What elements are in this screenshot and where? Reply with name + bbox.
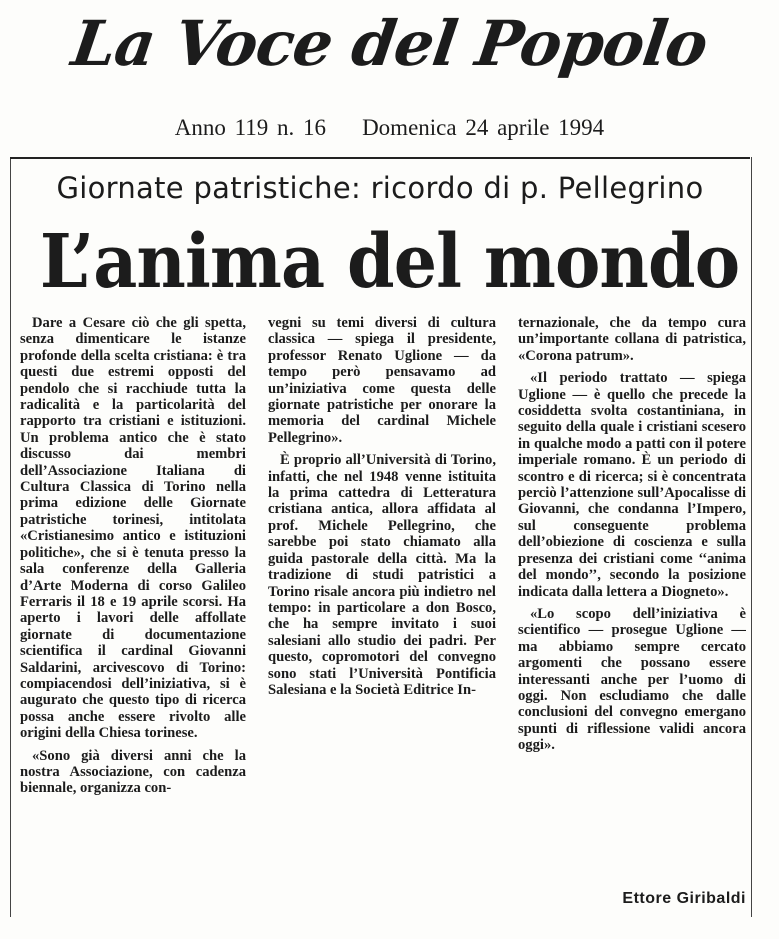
- paragraph: «Sono già diversi anni che la nostra Associazione, con cadenza biennale, organizza con-: [20, 747, 246, 797]
- masthead-title: La Voce del Popolo: [67, 7, 712, 80]
- top-rule: [10, 157, 750, 159]
- article-headline: L’anima del mondo: [39, 219, 740, 305]
- article-column-1: [20, 315, 246, 910]
- paragraph: «Lo scopo dell’iniziativa è scientifico — prosegue Uglione — ma abbiamo sempre cercato argomenti che possano essere interessanti anche per l’uomo di oggi. Non escludiamo che dalle conclusioni del convegno emergano spunti di riflessione validi ancora oggi».: [518, 605, 746, 754]
- article-column-3: [518, 315, 746, 910]
- byline: Ettore Giribaldi: [622, 890, 746, 907]
- paragraph: ternazionale, che da tempo cura un’importante collana di patristica, «Corona patrum».: [518, 315, 746, 364]
- paragraph: vegni su temi diversi di cultura classica — spiega il presidente, professor Renato Uglione — da tempo però pensavamo ad un’iniziativa come questa delle giornate patristiche per onorare la memoria del cardinal Michele Pellegrino».: [268, 315, 496, 446]
- article-column-2: [268, 315, 496, 910]
- article-kicker: Giornate patristiche: ricordo di p. Pellegrino: [56, 171, 704, 205]
- paragraph: «Il periodo trattato — spiega Uglione — è quello che precede la cosiddetta svolta costantiniana, in seguito della quale i cristiani scesero in qualche modo a patti con il potere imperiale romano. È un periodo di scontro e di ricerca; si è concentrata perciò l’attenzione sull’Apocalisse di Giovanni, che condanna l’Impero, sul conseguente problema dell’obiezione di coscienza e sulla presenza dei cristiani come ‘‘anima del mondo’’, secondo la posizione indicata dalla lettera a Diogneto».: [518, 370, 746, 600]
- paragraph: Dare a Cesare ciò che gli spetta, senza dimenticare le istanze profonde della scelta cristiana: è tra questi due estremi opposti del pendolo che si racchiude tutta la radicalità e la particolarità del rapporto tra cristiani e istituzioni. Un problema antico che è stato discusso dai membri dell’Associazione Italiana di Cultura Classica di Torino nella prima edizione delle Giornate patristiche torinesi, intitolata «Cristianesimo antico e istituzioni politiche», che si è tenuta presso la sala conferenze della Galleria d’Arte Moderna di corso Galileo Ferraris il 18 e 19 aprile scorsi. Ha aperto i lavori delle affollate giornate di documentazione scientifica il cardinal Giovanni Saldarini, arcivescovo di Torino: compiacendosi dell’iniziativa, si è augurato che questo tipo di ricerca possa anche essere rivolto alle origini della Chiesa torinese.: [20, 315, 246, 742]
- issue-number: Anno 119 n. 16: [174, 115, 327, 140]
- issue-date: Domenica 24 aprile 1994: [362, 115, 605, 140]
- dateline: [0, 114, 779, 142]
- paragraph: È proprio all’Università di Torino, infatti, che nel 1948 venne istituita la prima cattedra di Letteratura cristiana antica, allora affidata al prof. Michele Pellegrino, che sarebbe poi stato chiamato alla guida pastorale della città. Ma la tradizione di studi patristici a Torino risale ancora più indietro nel tempo: in particolare a don Bosco, che ha sempre invitato i suoi salesiani allo studio dei padri. Per questo, copromotori del convegno sono stati l’Università Pontificia Salesiana e la Società Editrice In-: [268, 452, 496, 698]
